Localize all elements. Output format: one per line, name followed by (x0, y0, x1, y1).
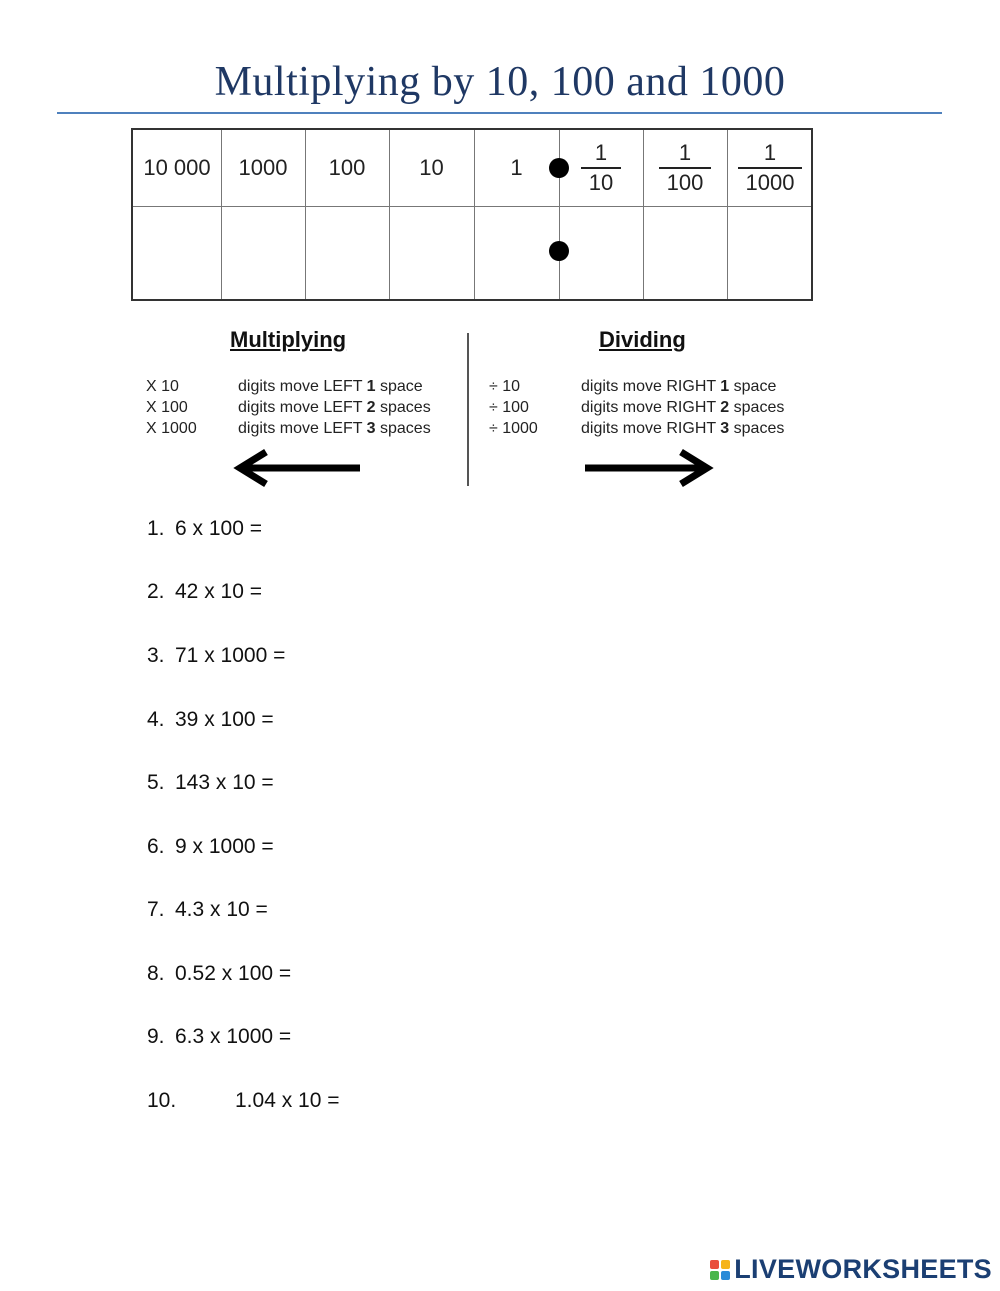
pv-header-thousandths (727, 130, 813, 206)
question-item (147, 962, 291, 986)
pv-header-hundredths (643, 130, 727, 206)
arrow-left-icon (230, 448, 365, 490)
pv-header-hundreds: 100 (328, 155, 366, 180)
fraction-numerator: 1 (763, 140, 777, 165)
question-number: 1. (147, 517, 165, 540)
rule-unit: space (729, 378, 777, 395)
question-expression: 71 x 1000 = (175, 644, 286, 667)
question-number: 8. (147, 962, 165, 985)
logo-tile (710, 1260, 719, 1269)
pv-header-ones: 1 (510, 155, 523, 180)
brand-logo-icon (710, 1260, 730, 1280)
divide-rule-row (489, 420, 784, 438)
fraction-numerator: 1 (594, 140, 608, 165)
decimal-point-dot (549, 158, 569, 178)
question-expression: 143 x 10 = (175, 771, 274, 794)
multiplying-heading: Multiplying (230, 327, 347, 352)
question-number: 10. (147, 1089, 177, 1112)
rule-count: 1 (366, 378, 376, 395)
table-row-divider (133, 206, 811, 207)
question-number: 2. (147, 580, 165, 603)
fraction-denominator: 100 (666, 170, 704, 195)
fraction-hundredths (659, 141, 711, 195)
rule-operation: ÷ 10 (489, 378, 521, 395)
rule-count: 2 (720, 399, 730, 416)
question-expression: 9 x 1000 = (175, 835, 274, 858)
question-item (147, 771, 274, 795)
multiply-rule-row (146, 420, 431, 438)
rule-text: digits move LEFT (238, 420, 367, 437)
fraction-tenths (581, 141, 621, 195)
fraction-bar (738, 167, 802, 169)
rule-count: 2 (366, 399, 376, 416)
fraction-denominator: 10 (588, 170, 614, 195)
rule-operation: X 1000 (146, 420, 197, 437)
fraction-bar (659, 167, 711, 169)
rule-count: 1 (720, 378, 730, 395)
question-item (147, 1089, 340, 1113)
question-number: 9. (147, 1025, 165, 1048)
rule-operation: ÷ 100 (489, 399, 529, 416)
question-expression: 1.04 x 10 = (235, 1089, 340, 1112)
rule-operation: X 100 (146, 399, 188, 416)
rule-unit: spaces (375, 420, 431, 437)
pv-header-ten-thousands: 10 000 (143, 155, 211, 180)
question-item (147, 1025, 291, 1049)
question-item (147, 708, 274, 732)
logo-tile (721, 1260, 730, 1269)
question-expression: 6.3 x 1000 = (175, 1025, 292, 1048)
rule-unit: spaces (729, 420, 785, 437)
fraction-thousandths (738, 141, 802, 195)
rule-count: 3 (720, 420, 730, 437)
rule-text: digits move RIGHT (581, 420, 721, 437)
question-item (147, 644, 285, 668)
question-number: 5. (147, 771, 165, 794)
brand-logo[interactable] (710, 1254, 992, 1285)
rule-text: digits move LEFT (238, 399, 367, 416)
rule-text: digits move RIGHT (581, 378, 721, 395)
question-expression: 6 x 100 = (175, 517, 262, 540)
question-item (147, 517, 262, 541)
multiply-rule-row (146, 378, 423, 396)
logo-tile (710, 1271, 719, 1280)
arrow-right-icon (582, 448, 717, 490)
question-expression: 42 x 10 = (175, 580, 262, 603)
dividing-heading: Dividing (599, 327, 686, 352)
question-number: 3. (147, 644, 165, 667)
fraction-denominator: 1000 (745, 170, 795, 195)
fraction-bar (581, 167, 621, 169)
title-underline (57, 112, 942, 114)
question-item (147, 835, 274, 859)
divide-rule-row (489, 399, 784, 417)
rule-operation: ÷ 1000 (489, 420, 538, 437)
rule-text: digits move RIGHT (581, 399, 721, 416)
pv-header-tens: 10 (419, 155, 444, 180)
logo-tile (721, 1271, 730, 1280)
decimal-point-dot (549, 241, 569, 261)
brand-name: LIVEWORKSHEETS (734, 1254, 992, 1284)
rule-text: digits move LEFT (238, 378, 367, 395)
pv-header-thousands: 1000 (238, 155, 288, 180)
rule-unit: spaces (375, 399, 431, 416)
multiply-rule-row (146, 399, 431, 417)
question-item (147, 580, 262, 604)
question-number: 6. (147, 835, 165, 858)
page-title: Multiplying by 10, 100 and 1000 (214, 59, 786, 105)
question-number: 4. (147, 708, 165, 731)
question-expression: 4.3 x 10 = (175, 898, 268, 921)
question-number: 7. (147, 898, 165, 921)
rule-unit: spaces (729, 399, 785, 416)
rule-unit: space (375, 378, 423, 395)
rule-operation: X 10 (146, 378, 179, 395)
question-expression: 0.52 x 100 = (175, 962, 292, 985)
question-item (147, 898, 268, 922)
divide-rule-row (489, 378, 776, 396)
question-expression: 39 x 100 = (175, 708, 274, 731)
fraction-numerator: 1 (678, 140, 692, 165)
rule-count: 3 (366, 420, 376, 437)
section-divider (467, 333, 469, 486)
place-value-table (131, 128, 813, 301)
pv-header-tenths (559, 130, 643, 206)
